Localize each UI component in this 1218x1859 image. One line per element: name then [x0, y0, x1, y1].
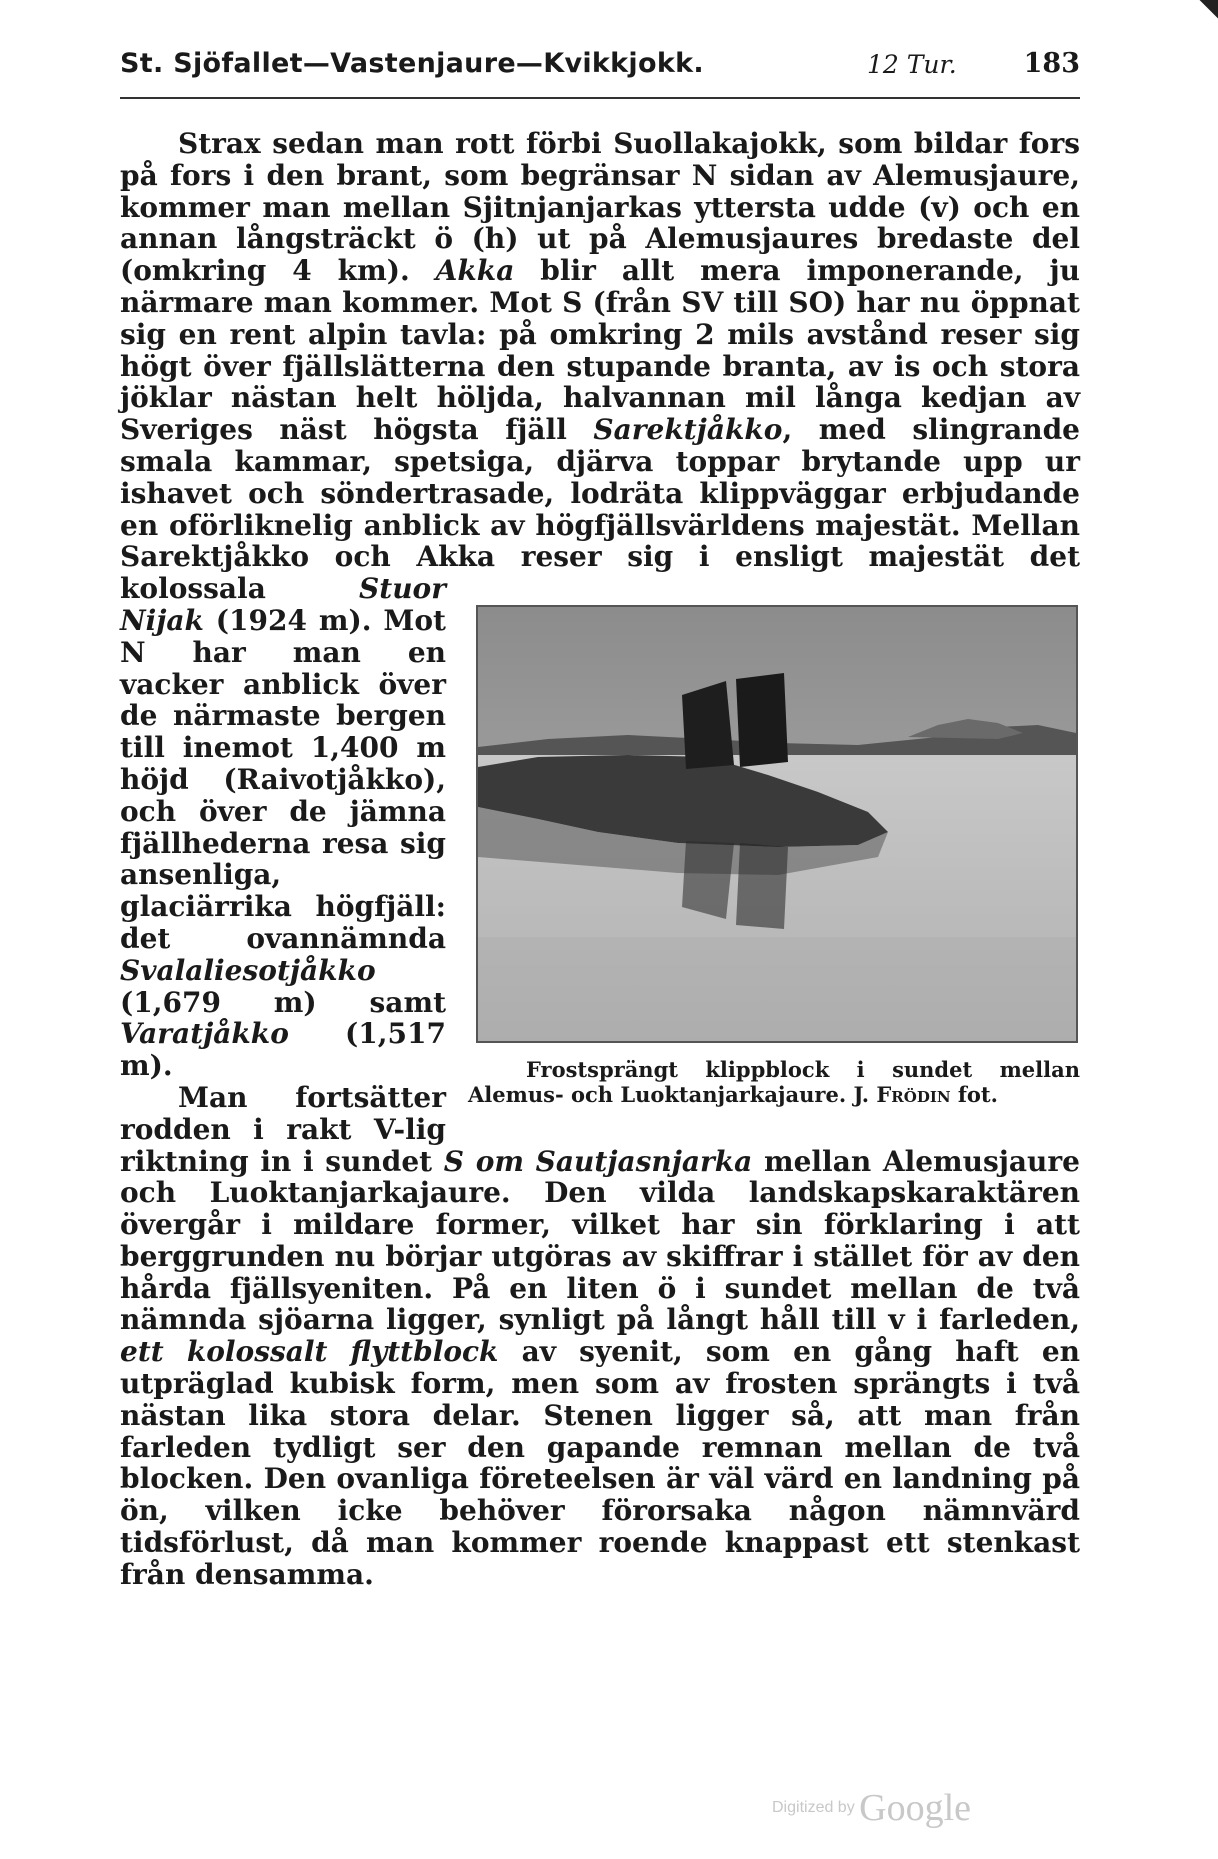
- paragraph-1-text-b: blir allt mera imponerande, ju närmare man kommer. Mot S (från SV till SO) har nu öppnat sig en rent alpin tavla: på omkring 2 mils avstånd reser sig högt över fjällslätterna den stupande branta, av is och stora jöklar nästan helt höljda, halvannan mil långa kedjan av Sveriges näst högsta fjäll: [120, 254, 1080, 447]
- figure: [468, 581, 1080, 1114]
- watermark-prefix: Digitized by: [772, 1799, 855, 1816]
- paragraph-2-text-c: av syenit, som en gång haft en utpräglad kubisk form, men som av frosten sprängts i två nästan lika stora delar. Stenen ligger så, att man från farleden tydligt ser den gapande remnan mellan de två blocken. Den ovanliga företeelsen är väl värd en landning på ön, vilken icke behöver förorsaka någon nämnvärd tidsförlust, då man kommer roende knappast ett stenkast från densamma.: [120, 1335, 1081, 1591]
- google-logo: Google: [859, 1787, 972, 1829]
- place-svalaliesotjakko: Svalaliesotjåkko: [120, 953, 376, 987]
- paragraph-1: [120, 127, 1080, 1108]
- paragraph-2-text-b: mellan Alemusjaure och Luoktanjarkajaure. Den vilda landskapskaraktären övergår i mildare former, vilket har sin förklaring i att berggrunden nu börjar utgöras av skiffrar i stället för av den hårda fjällsyeniten. På en liten ö i sundet mellan de två nämnda sjöarna ligger, synligt på långt håll till v i farleden,: [120, 1144, 1080, 1337]
- page-number: 183: [1023, 48, 1080, 79]
- paragraph-1-text-a: Strax sedan man rott förbi Suollakajokk, som bildar fors på fors i den brant, som begränsar N sidan av Alemusjaure, kommer man mellan Sjitnjanjarkas yttersta udde (v) och en annan långsträckt ö (h) ut på Alemusjaures bredaste del (omkring 4 km).: [120, 127, 1080, 288]
- phrase-ett-kolossalt-flyttblock: ett kolossalt flyttblock: [120, 1335, 499, 1369]
- digitized-watermark: [772, 1786, 971, 1830]
- place-varatjakko: Varatjåkko: [120, 1017, 289, 1051]
- page-header: [120, 48, 1080, 88]
- caption-credit-suffix: fot.: [950, 1082, 998, 1108]
- paragraph-1-text-e: (1,679 m) samt: [120, 985, 446, 1019]
- place-s-om-sautjasnjarka: S om Sautjasnjarka: [443, 1144, 753, 1178]
- paragraph-1-text-d: (1924 m). Mot N har man en vacker anblick över de närmaste bergen till inemot 1,400 m höjd (Raivotjåkko), och över de jämna fjällhederna resa sig ansenliga, glaciärrika högfjäll: det ovannämnda: [120, 603, 446, 955]
- place-akka: Akka: [435, 254, 515, 288]
- figure-caption: [468, 1057, 1080, 1107]
- place-stuor-nijak: Stuor Nijak: [120, 572, 446, 637]
- boulder-photo-illustration: [478, 607, 1076, 1041]
- place-sarektjakko: Sarektjåkko: [593, 413, 783, 447]
- photo-frost-split-boulder: [476, 605, 1078, 1043]
- body-text: [120, 128, 1080, 1591]
- running-head: St. Sjöfallet—Vastenjaure—Kvikkjokk.: [120, 48, 704, 79]
- caption-photographer: Frödin: [876, 1082, 951, 1108]
- scan-corner-mark: [1192, 0, 1218, 26]
- paragraph-2: [120, 1082, 1080, 1591]
- paragraph-1-text-f: (1,517 m).: [120, 1017, 446, 1083]
- header-rule: [120, 97, 1080, 99]
- caption-text: Frostsprängt klippblock i sundet mellan Alemus- och Luoktanjarkajaure. J.: [468, 1057, 1080, 1108]
- paragraph-1-text-c: , med slingrande smala kammar, spetsiga, djärva toppar brytande upp ur ishavet och söndertrasade, lodräta klippväggar erbjudande en oförliknelig anblick av högfjällsvärldens majestät. Mellan Sarektjåkko och Akka reser sig i ensligt majestät det kolossala: [120, 413, 1080, 606]
- paragraph-2-text-a: Man fortsätter rodden i rakt V-lig riktning in i sundet: [120, 1080, 446, 1178]
- tour-label: 12 Tur.: [867, 50, 957, 79]
